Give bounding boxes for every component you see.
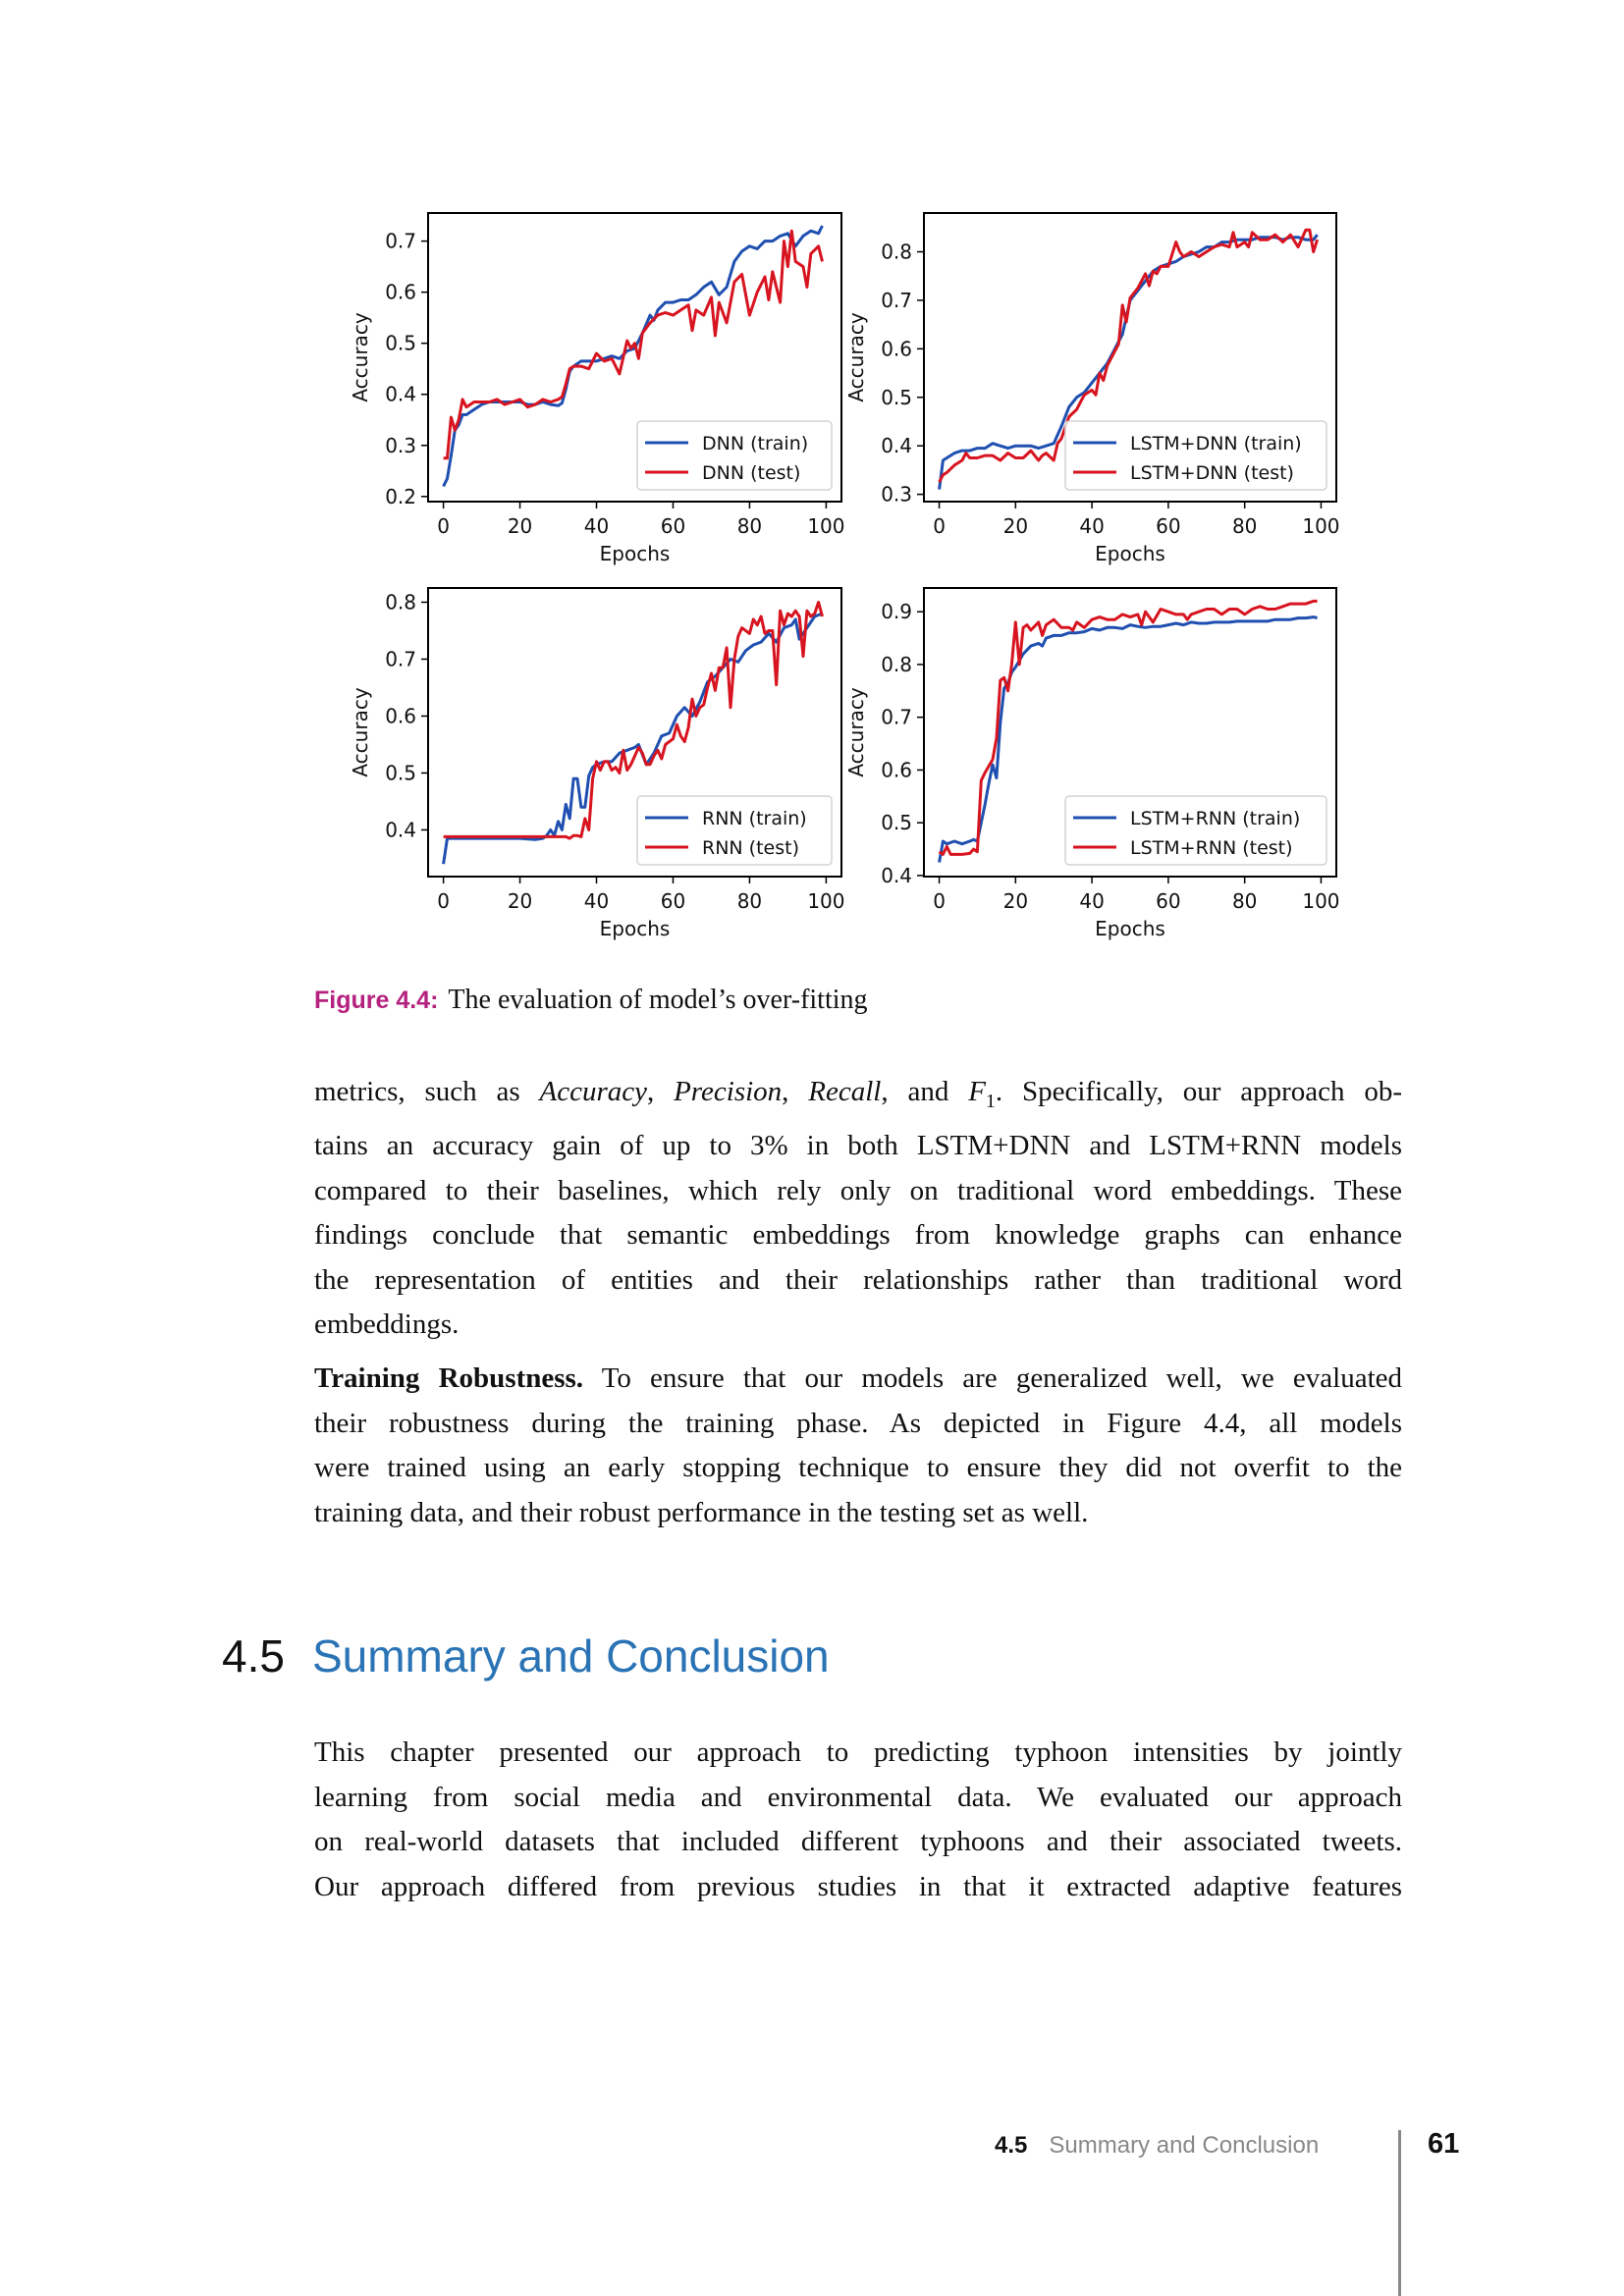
x-tick-label: 60 bbox=[660, 889, 686, 913]
x-tick-label: 80 bbox=[1231, 889, 1258, 913]
results-line-5: the representation of entities and their relationships rather than traditional word bbox=[314, 1263, 1402, 1296]
y-tick-label: 0.6 bbox=[385, 280, 416, 304]
robustness-line-1: Training Robustness. To ensure that our models are generalized well, we evaluated bbox=[314, 1362, 1403, 1394]
legend-label: LSTM+RNN (train) bbox=[1130, 808, 1301, 829]
legend-label: LSTM+RNN (test) bbox=[1130, 837, 1293, 859]
y-tick-label: 0.2 bbox=[385, 484, 416, 508]
x-tick-label: 40 bbox=[1079, 889, 1105, 913]
y-tick-label: 0.5 bbox=[385, 761, 416, 785]
summary-line-3: on real-world datasets that included different typhoons and their associated tweets. bbox=[314, 1826, 1402, 1857]
section-heading bbox=[222, 1629, 830, 1682]
y-tick-label: 0.9 bbox=[881, 600, 912, 624]
y-tick-label: 0.7 bbox=[881, 288, 912, 312]
results-line-3: compared to their baselines, which rely only on traditional word embeddings. These bbox=[314, 1174, 1402, 1206]
x-tick-label: 20 bbox=[507, 889, 533, 913]
summary-line-2: learning from social media and environmental data. We evaluated our approach bbox=[314, 1781, 1402, 1813]
x-tick-label: 0 bbox=[933, 889, 946, 913]
y-tick-label: 0.5 bbox=[881, 385, 912, 409]
footer-section-number: 4.5 bbox=[995, 2132, 1028, 2159]
x-axis-label: Epochs bbox=[599, 542, 671, 565]
y-tick-label: 0.3 bbox=[881, 482, 912, 507]
figure-label: Figure 4.4: bbox=[314, 987, 439, 1014]
legend-label: LSTM+DNN (train) bbox=[1130, 433, 1302, 454]
x-tick-label: 20 bbox=[1002, 889, 1029, 913]
y-axis-label: Accuracy bbox=[844, 312, 868, 402]
x-tick-label: 80 bbox=[736, 514, 763, 538]
y-tick-label: 0.5 bbox=[881, 811, 912, 835]
y-axis-label: Accuracy bbox=[844, 687, 868, 777]
results-line-1: metrics, such as Accuracy, Precision, Recall, and $F_1$. Specifically, our approach ob- bbox=[314, 1076, 1403, 1112]
x-tick-label: 100 bbox=[1302, 514, 1340, 538]
legend-label: RNN (train) bbox=[702, 808, 807, 829]
x-axis-label: Epochs bbox=[599, 917, 671, 940]
x-tick-label: 20 bbox=[1002, 514, 1029, 538]
y-tick-label: 0.7 bbox=[385, 229, 416, 253]
x-tick-label: 0 bbox=[933, 514, 946, 538]
y-tick-label: 0.5 bbox=[385, 331, 416, 355]
robustness-lead: Training Robustness. bbox=[314, 1362, 584, 1394]
footer-section-title: Summary and Conclusion bbox=[1049, 2132, 1320, 2159]
y-tick-label: 0.8 bbox=[385, 590, 416, 614]
results-line-2: tains an accuracy gain of up to 3% in both LSTM+DNN and LSTM+RNN models bbox=[314, 1130, 1402, 1162]
x-tick-label: 60 bbox=[1156, 514, 1181, 538]
y-tick-label: 0.6 bbox=[385, 704, 416, 728]
footer-divider bbox=[1398, 2130, 1401, 2296]
page-number: 61 bbox=[1428, 2128, 1460, 2160]
x-tick-label: 100 bbox=[1302, 889, 1340, 913]
legend-label: DNN (test) bbox=[702, 462, 801, 484]
y-tick-label: 0.8 bbox=[881, 240, 912, 264]
y-tick-label: 0.4 bbox=[385, 382, 416, 406]
y-tick-label: 0.4 bbox=[385, 818, 416, 842]
x-tick-label: 0 bbox=[437, 889, 450, 913]
legend-label: RNN (test) bbox=[702, 837, 799, 859]
summary-line-4: Our approach differed from previous studies in that it extracted adaptive features bbox=[314, 1870, 1402, 1902]
y-tick-label: 0.7 bbox=[385, 647, 416, 671]
legend-label: LSTM+DNN (test) bbox=[1130, 462, 1294, 484]
figure-caption bbox=[314, 985, 868, 1016]
results-line-6: embeddings. bbox=[314, 1308, 460, 1341]
y-tick-label: 0.4 bbox=[881, 434, 912, 458]
robustness-line-2: their robustness during the training phase. As depicted in Figure 4.4, all models bbox=[314, 1407, 1402, 1439]
y-axis-label: Accuracy bbox=[349, 687, 372, 777]
section-number: 4.5 bbox=[222, 1630, 285, 1682]
y-tick-label: 0.3 bbox=[385, 433, 416, 457]
x-tick-label: 40 bbox=[1079, 514, 1105, 538]
figure-caption-text: The evaluation of model’s over-fitting bbox=[448, 985, 868, 1015]
y-tick-label: 0.7 bbox=[881, 705, 912, 729]
x-tick-label: 80 bbox=[736, 889, 763, 913]
chart-legend bbox=[1065, 796, 1326, 865]
x-axis-label: Epochs bbox=[1095, 917, 1165, 940]
robustness-paragraph bbox=[314, 1357, 1402, 1535]
robustness-line-4: training data, and their robust performance in the testing set as well. bbox=[314, 1496, 1089, 1528]
results-line-4: findings conclude that semantic embeddings from knowledge graphs can enhance bbox=[314, 1219, 1402, 1252]
x-tick-label: 40 bbox=[583, 889, 610, 913]
x-axis-label: Epochs bbox=[1095, 542, 1165, 565]
y-axis-label: Accuracy bbox=[349, 312, 372, 402]
results-paragraph bbox=[314, 1070, 1402, 1348]
x-tick-label: 20 bbox=[507, 514, 533, 538]
y-tick-label: 0.6 bbox=[881, 758, 912, 782]
y-tick-label: 0.8 bbox=[881, 652, 912, 676]
x-tick-label: 0 bbox=[437, 514, 450, 538]
x-tick-label: 60 bbox=[660, 514, 686, 538]
y-tick-label: 0.6 bbox=[881, 337, 912, 361]
x-tick-label: 100 bbox=[807, 889, 845, 913]
x-tick-label: 80 bbox=[1231, 514, 1258, 538]
robustness-line-3: were trained using an early stopping technique to ensure they did not overfit to the bbox=[314, 1452, 1402, 1483]
legend-label: DNN (train) bbox=[702, 433, 809, 454]
y-tick-label: 0.4 bbox=[881, 863, 912, 887]
section-title: Summary and Conclusion bbox=[311, 1630, 830, 1682]
x-tick-label: 100 bbox=[807, 514, 845, 538]
summary-paragraph bbox=[314, 1731, 1402, 1909]
x-tick-label: 60 bbox=[1156, 889, 1181, 913]
x-tick-label: 40 bbox=[583, 514, 610, 538]
summary-line-1: This chapter presented our approach to predicting typhoon intensities by jointly bbox=[314, 1736, 1402, 1768]
running-footer bbox=[995, 2132, 1319, 2160]
